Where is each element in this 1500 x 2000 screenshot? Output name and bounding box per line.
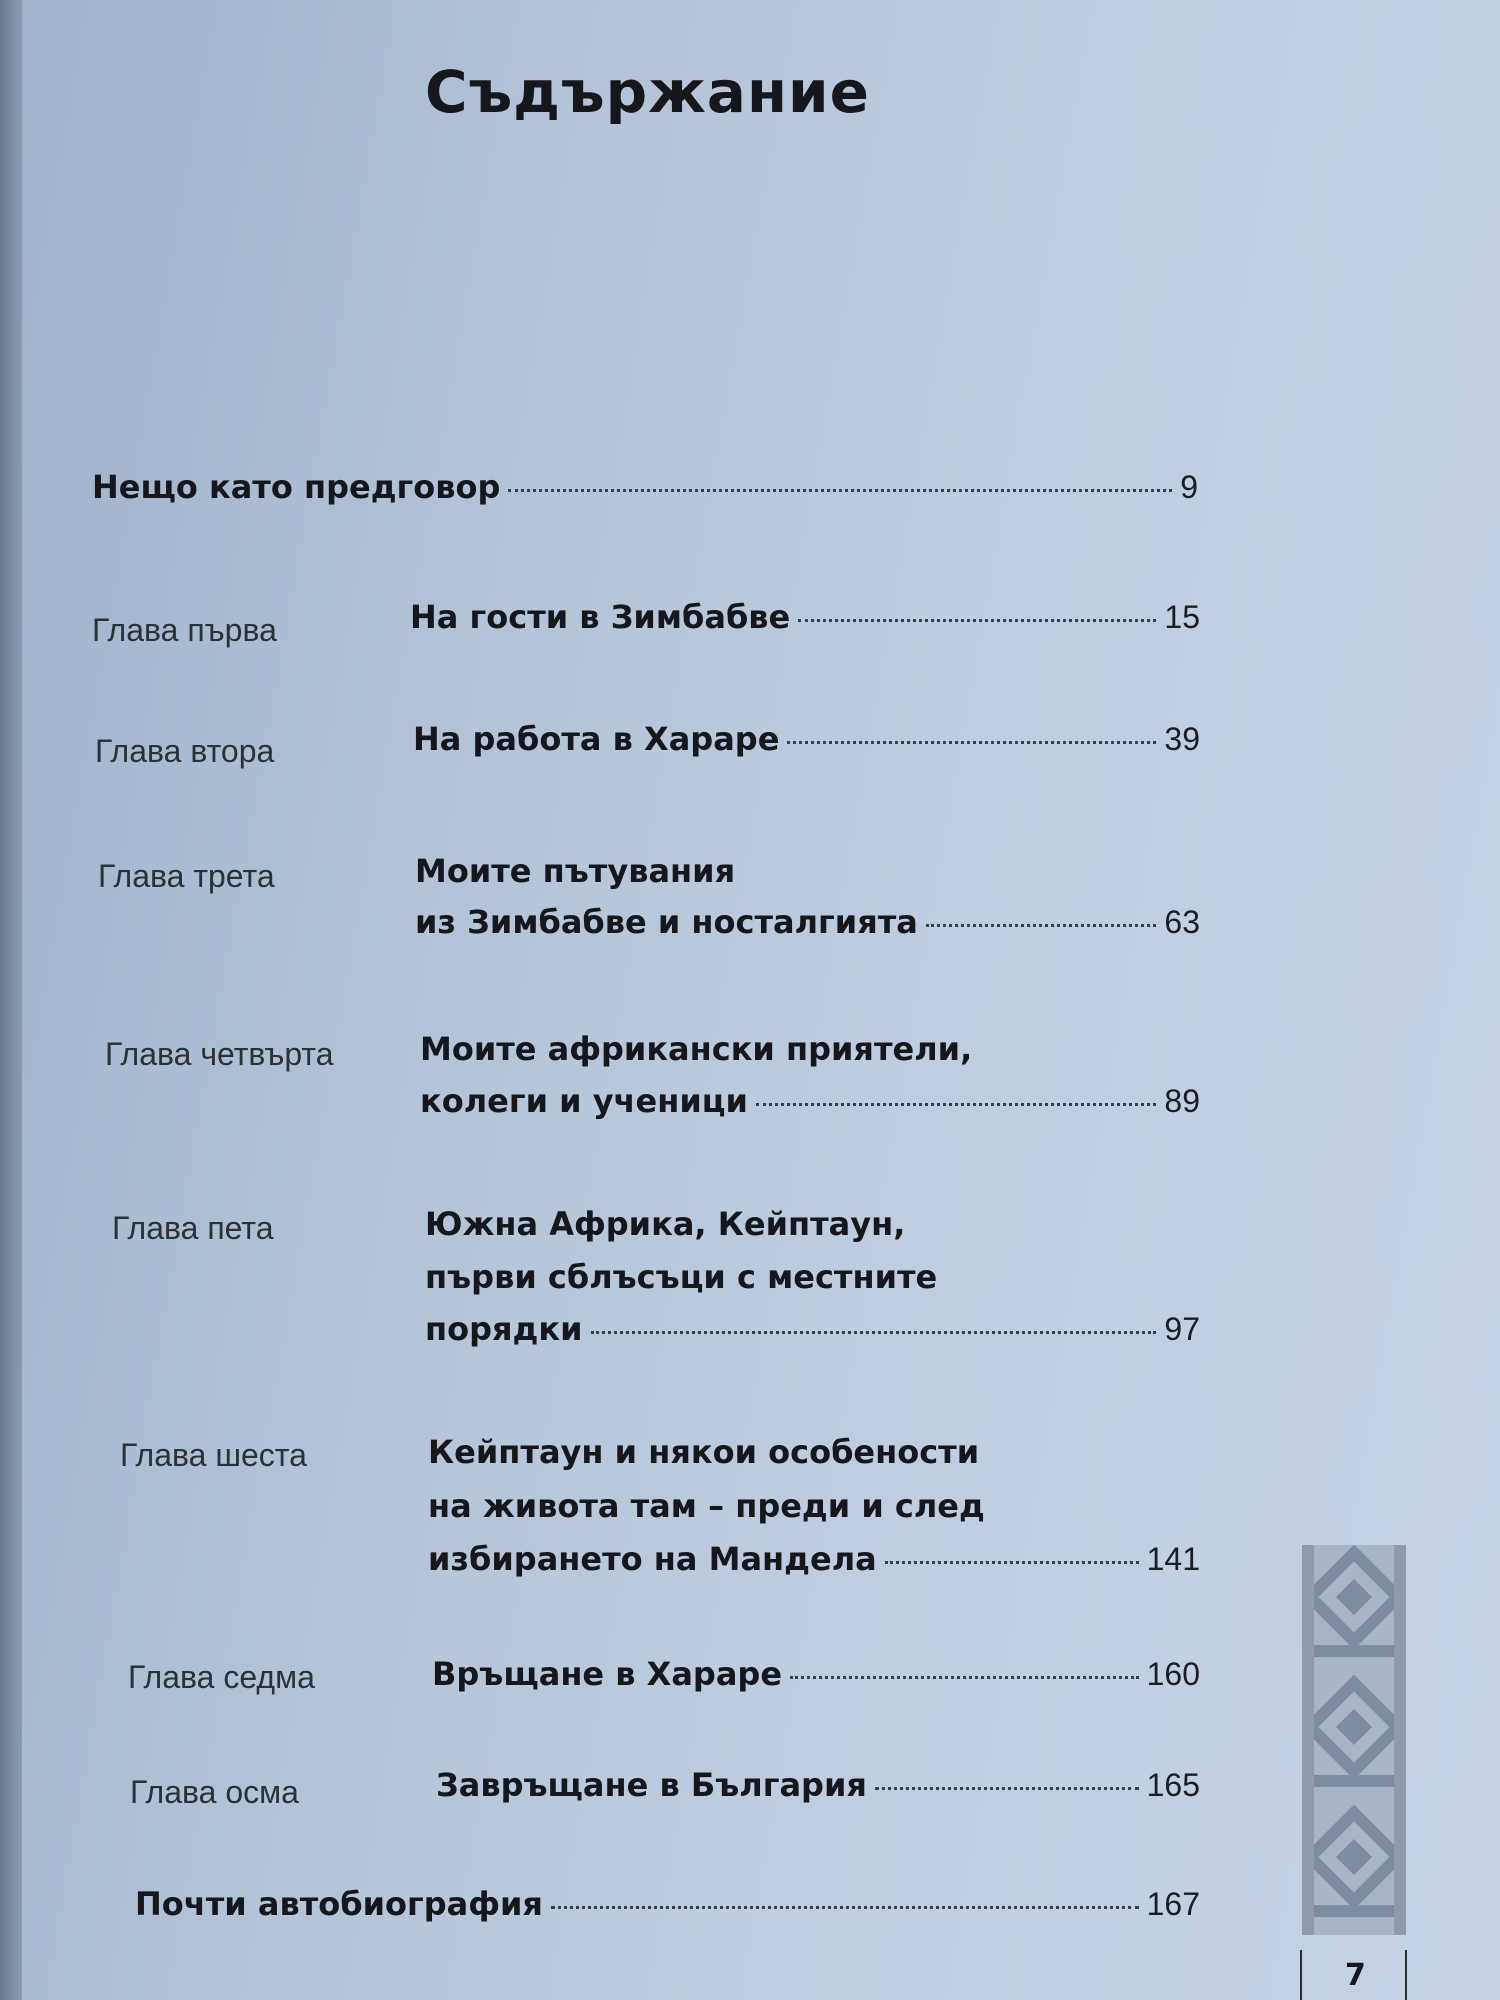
toc-entry-title: Нещо като предговор xyxy=(92,468,501,506)
toc-entry-ch4 xyxy=(420,1082,1200,1120)
folio-rule xyxy=(1300,1950,1302,2000)
dot-leader xyxy=(508,489,1172,492)
chapter-label-6: Глава шеста xyxy=(120,1437,307,1473)
toc-page-number: 167 xyxy=(1146,1886,1200,1922)
page-number: 7 xyxy=(1345,1958,1366,1993)
dot-leader xyxy=(787,741,1156,744)
toc-entry-title-line: първи сблъсъци с местните xyxy=(425,1258,938,1296)
folio-rule xyxy=(1405,1950,1407,2000)
toc-entry-title: Почти автобиография xyxy=(135,1885,543,1923)
toc-entry-title-line: избирането на Мандела xyxy=(428,1540,877,1578)
toc-entry-title-line: Моите пътувания xyxy=(415,852,736,890)
chapter-label-3: Глава трета xyxy=(98,858,275,894)
page-title: Съдържание xyxy=(425,58,870,126)
dot-leader xyxy=(756,1103,1157,1106)
dot-leader xyxy=(798,619,1156,622)
toc-page-number: 141 xyxy=(1146,1541,1200,1577)
dot-leader xyxy=(790,1676,1139,1679)
toc-entry-afterword xyxy=(135,1885,1200,1923)
toc-page-number: 39 xyxy=(1164,721,1200,757)
toc-entry-ch2 xyxy=(413,720,1200,758)
toc-page-number: 160 xyxy=(1146,1656,1200,1692)
dot-leader xyxy=(551,1906,1139,1909)
toc-entry-ch8 xyxy=(436,1766,1200,1804)
page-edge xyxy=(0,0,22,2000)
toc-entry-title: Завръщане в България xyxy=(436,1766,867,1804)
toc-entry-ch5 xyxy=(425,1310,1200,1348)
toc-entry-title: На гости в Зимбабве xyxy=(410,598,791,636)
toc-entry-ch7 xyxy=(432,1655,1200,1693)
toc-page-number: 89 xyxy=(1164,1083,1200,1119)
toc-entry-title-line: колеги и ученици xyxy=(420,1082,748,1120)
toc-page-number: 97 xyxy=(1164,1311,1200,1347)
chapter-label-8: Глава осма xyxy=(130,1774,299,1810)
toc-entry-title-line: из Зимбабве и носталгията xyxy=(415,903,918,941)
toc-page-number: 9 xyxy=(1180,469,1198,505)
chapter-label-1: Глава първа xyxy=(92,612,277,648)
toc-entry-ch1 xyxy=(410,598,1200,636)
dot-leader xyxy=(875,1787,1139,1790)
toc-entry-title-line: Моите африкански приятели, xyxy=(420,1030,973,1068)
toc-entry-ch6 xyxy=(428,1540,1200,1578)
chapter-label-2: Глава втора xyxy=(95,733,275,769)
toc-entry-title-line: Южна Африка, Кейптаун, xyxy=(425,1205,906,1243)
toc-entry-title-line: Кейптаун и някои особености xyxy=(428,1433,980,1471)
toc-entry-preface xyxy=(92,468,1198,506)
chapter-label-7: Глава седма xyxy=(128,1659,315,1695)
toc-entry-title-line: на живота там – преди и след xyxy=(428,1487,985,1525)
dot-leader xyxy=(591,1331,1157,1334)
dot-leader xyxy=(885,1561,1139,1564)
toc-entry-title: Връщане в Хараре xyxy=(432,1655,783,1693)
chapter-label-5: Глава пета xyxy=(112,1210,274,1246)
dot-leader xyxy=(926,924,1157,927)
toc-page-number: 15 xyxy=(1164,599,1200,635)
toc-entry-ch3 xyxy=(415,903,1200,941)
toc-page-number: 165 xyxy=(1146,1767,1200,1803)
toc-entry-title: На работа в Хараре xyxy=(413,720,780,758)
toc-entry-title-line: порядки xyxy=(425,1310,583,1348)
toc-page-number: 63 xyxy=(1164,904,1200,940)
decorative-ornament xyxy=(1302,1545,1406,1935)
chapter-label-4: Глава четвърта xyxy=(105,1036,334,1072)
